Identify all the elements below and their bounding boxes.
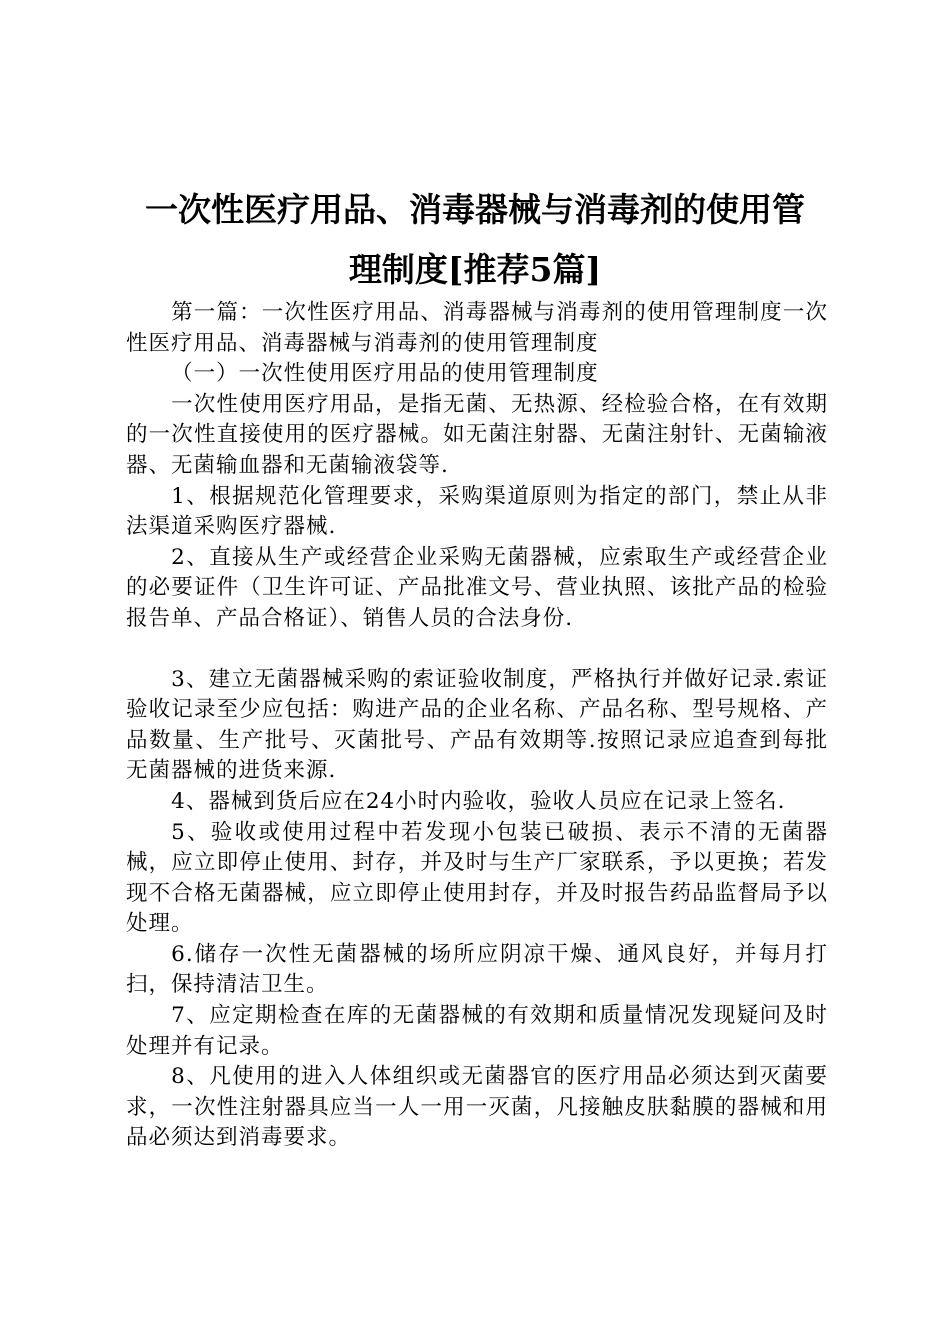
document-title-line-1: 一次性医疗用品、消毒器械与消毒剂的使用管 (145, 190, 805, 229)
paragraph-item-6: 6.储存一次性无菌器械的场所应阴凉干燥、通风良好，并每月打扫，保持清洁卫生。 (126, 941, 828, 998)
paragraph-section-heading: （一）一次性使用医疗用品的使用管理制度 (171, 361, 599, 387)
document-title-line-2: 理制度[推荐5篇] (348, 250, 602, 289)
paragraph-definition: 一次性使用医疗用品，是指无菌、无热源、经检验合格，在有效期的一次性直接使用的医疗器械。如无菌注射器、无菌注射针、无菌输液器、无菌输血器和无菌输液袋等. (126, 391, 828, 478)
paragraph-item-8: 8、凡使用的进入人体组织或无菌器官的医疗用品必须达到灭菌要求，一次性注射器具应当一人一用一灭菌，凡接触皮肤黏膜的器械和用品必须达到消毒要求。 (126, 1064, 828, 1151)
paragraph-item-4: 4、器械到货后应在24小时内验收，验收人员应在记录上签名. (171, 788, 786, 814)
paragraph-intro: 第一篇：一次性医疗用品、消毒器械与消毒剂的使用管理制度一次性医疗用品、消毒器械与消毒剂的使用管理制度 (126, 300, 828, 356)
paragraph-item-2: 2、直接从生产或经营企业采购无菌器械，应索取生产或经营企业的必要证件（卫生许可证、产品批准文号、营业执照、该批产品的检验报告单、产品合格证）、销售人员的合法身份. (126, 544, 828, 631)
paragraph-item-3: 3、建立无菌器械采购的索证验收制度，严格执行并做好记录.索证验收记录至少应包括：购进产品的企业名称、产品名称、型号规格、产品数量、生产批号、灭菌批号、产品有效期等.按照记录应追查到每批无菌器械的进货来源. (126, 666, 828, 784)
paragraph-item-7: 7、应定期检查在库的无菌器械的有效期和质量情况发现疑问及时处理并有记录。 (126, 1003, 828, 1059)
document-body (126, 298, 828, 1154)
paragraph-item-1: 1、根据规范化管理要求，采购渠道原则为指定的部门，禁止从非法渠道采购医疗器械. (126, 483, 828, 540)
paragraph-item-5: 5、验收或使用过程中若发现小包装已破损、表示不清的无菌器械，应立即停止使用、封存，并及时与生产厂家联系，予以更换；若发现不合格无菌器械，应立即停止使用封存，并及时报告药品监督局予以处理。 (126, 819, 828, 937)
